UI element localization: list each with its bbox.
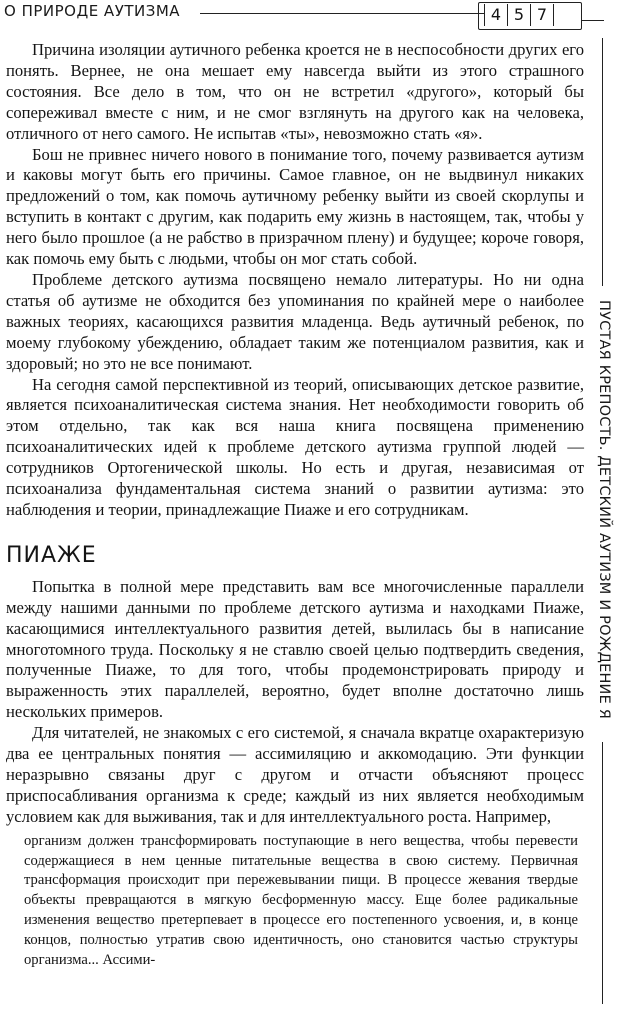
header-rule-tail [582, 20, 604, 21]
section-heading: ПИАЖЕ [6, 542, 97, 568]
page-header [0, 0, 620, 30]
paragraph: Причина изоляции аутичного ребенка кроется не в неспособности других его понять. Вернее, не она мешает ему навсегда выйти из этого страшного состояния. Все дело в том, что он не встретил «другого», который бы сопереживал вместе с ним, и не смог взглянуть на другого как на человека, отличного от него самого. Не испытав «ты», невозможно стать «я». [6, 40, 584, 143]
paragraph: Бош не привнес ничего нового в понимание того, почему развивается аутизм и каковы могут быть его причины. Самое главное, он не выдвинул никаких предложений о том, как помочь аутичному ребенку выйти из своей скорлупы и вступить в контакт с другим, как подарить ему жизнь в настоящем, так, чтобы у него было прошлое (а не рабство в призрачном плену) и будущее; короче говоря, как помочь ему быть с людьми, чтобы он мог стать собой. [6, 144, 584, 269]
side-running-title: ПУСТАЯ КРЕПОСТЬ. ДЕТСКИЙ АУТИЗМ И РОЖДЕНИЕ Я [596, 300, 612, 720]
paragraph: Для читателей, не знакомых с его системой, я сначала вкратце охарактеризую два ее центральных понятия — ассимиляцию и аккомодацию. Эти функции неразрывно связаны друг с другом и отчасти объясняют процесс приспосабливания организма к среде; каждый из них является необходимым условием как для выживания, так и для интеллектуального роста. Например, [6, 723, 584, 826]
side-rule-top [602, 38, 603, 286]
paragraph: Попытка в полной мере представить вам все многочисленные параллели между нашими данными по проблеме детского аутизма и находками Пиаже, касающимися интеллектуального развития детей, вылилась бы в написание многотомного труда. Поскольку я не ставлю своей целью подтвердить сведения, полученные Пиаже, то для того, чтобы продемонстрировать природу и выраженность этих параллелей, вероятно, будет вполне достаточно лишь нескольких примеров. [6, 576, 584, 722]
running-title: О ПРИРОДЕ АУТИЗМА [4, 2, 181, 20]
header-rule [200, 13, 484, 14]
paragraph: На сегодня самой перспективной из теорий, описывающих детское развитие, является психоаналитическая система знания. Нет необходимости говорить об этом отдельно, так как вся наша книга посвящена применению психоаналитических идей к проблеме детского аутизма группой людей — сотрудников Ортогенической школы. Но есть и другая, независимая от психоанализа фундаментальная система знаний о развитии аутизма: это наблюдения и теории, принадлежащие Пиаже и его сотрудникам. [6, 374, 584, 519]
page-digit: 5 [507, 4, 530, 26]
page-digit: 7 [530, 4, 554, 26]
page-number [484, 4, 554, 26]
quote-text: организм должен трансформировать поступающие в него вещества, чтобы перевести содержащиеся в нем ценные питательные вещества в свою систему. Первичная трансформация происходит при пережевывании пищи. В процессе жевания твердые объекты превращаются в мягкую бесформенную массу. Еще более радикальные изменения вещество претерпевает в процессе его постепенного усвоения, и, в конце концов, полностью утратив свою идентичность, оно становится частью структуры организма... Ассими- [24, 832, 578, 968]
side-rule-bottom [602, 742, 603, 1004]
page-digit: 4 [484, 4, 507, 26]
block-quote [24, 832, 578, 971]
paragraph: Проблеме детского аутизма посвящено немало литературы. Но ни одна статья об аутизме не обходится без упоминания по крайней мере о наиболее важных теориях, касающихся развития младенца. Ведь аутичный ребенок, по моему глубокому убеждению, обладает таким же потенциалом развития, как и здоровый; но это не все понимают. [6, 269, 584, 373]
page-body [6, 40, 584, 970]
